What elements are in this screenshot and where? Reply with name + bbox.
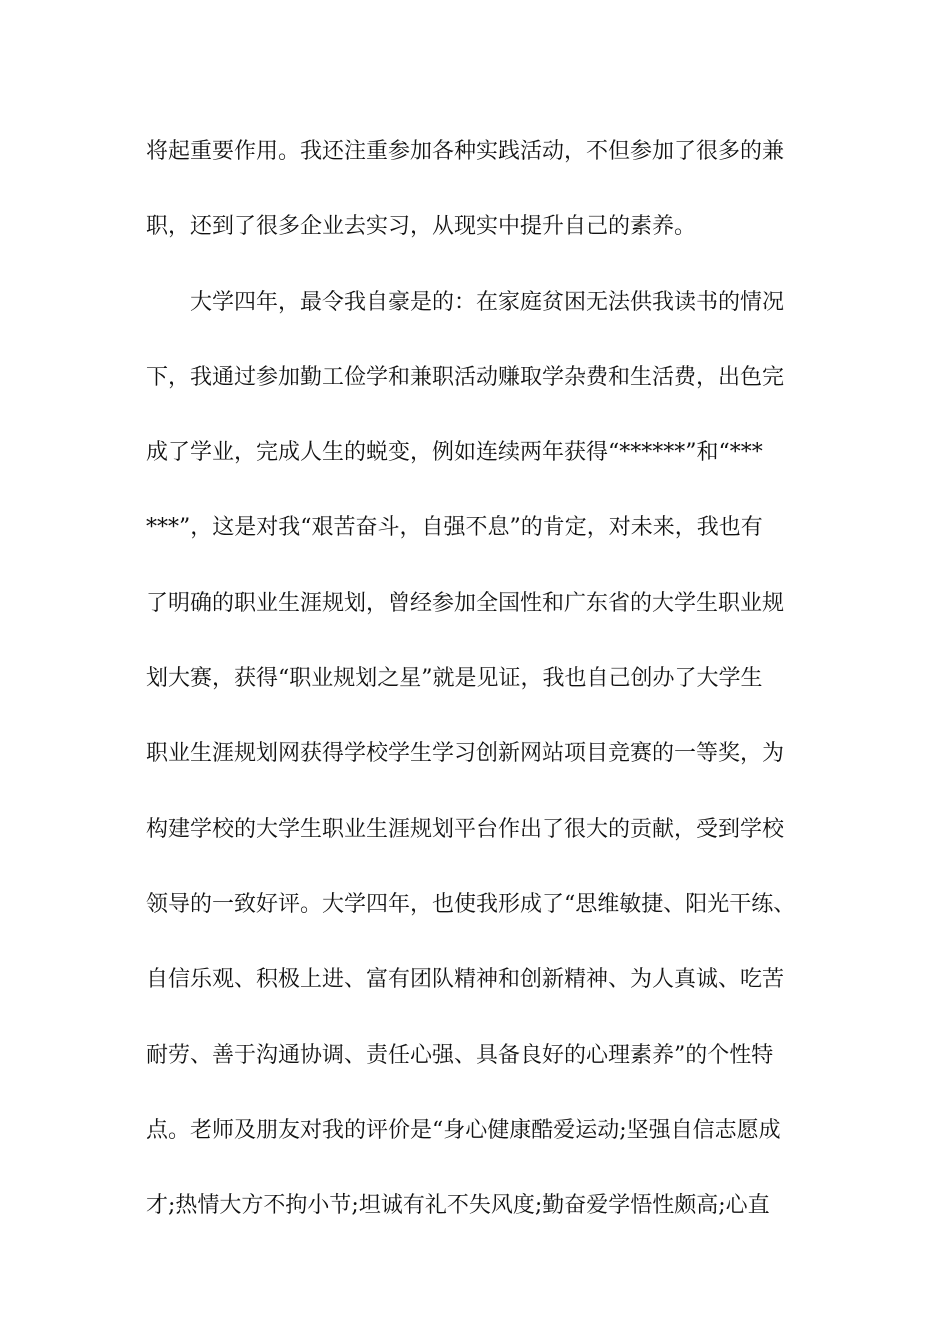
text-line: 才;热情大方不拘小节;坦诚有礼不失风度;勤奋爱学悟性颇高;心直 — [146, 1193, 770, 1219]
text-line: 职，还到了很多企业去实习，从现实中提升自己的素养。 — [146, 214, 697, 240]
text-line: 耐劳、善于沟通协调、责任心强、具备良好的心理素养”的个性特 — [146, 1042, 774, 1068]
text-line: ***”，这是对我“艰苦奋斗，自强不息”的肯定，对未来，我也有 — [146, 515, 763, 541]
text-line: 了明确的职业生涯规划，曾经参加全国性和广东省的大学生职业规 — [146, 590, 785, 616]
text-line: 将起重要作用。我还注重参加各种实践活动，不但参加了很多的兼 — [146, 139, 785, 164]
text-line: 自信乐观、积极上进、富有团队精神和创新精神、为人真诚、吃苦 — [146, 967, 785, 993]
text-line: 职业生涯规划网获得学校学生学习创新网站项目竞赛的一等奖，为 — [146, 741, 785, 767]
text-line: 大学四年，最令我自豪是的：在家庭贫困无法供我读书的情况 — [190, 289, 785, 315]
text-line: 点。老师及朋友对我的评价是“身心健康酷爱运动;坚强自信志愿成 — [146, 1117, 781, 1143]
text-line: 成了学业，完成人生的蜕变，例如连续两年获得“******”和“*** — [146, 440, 763, 466]
body-text — [146, 130, 816, 1259]
text-line: 下，我通过参加勤工俭学和兼职活动赚取学杂费和生活费，出色完 — [146, 364, 785, 390]
text-line: 划大赛，获得“职业规划之星”就是见证，我也自己创办了大学生 — [146, 666, 763, 692]
text-line: 构建学校的大学生职业生涯规划平台作出了很大的贡献，受到学校 — [146, 816, 785, 842]
text-line: 领导的一致好评。大学四年，也使我形成了“思维敏捷、阳光干练、 — [146, 891, 796, 917]
